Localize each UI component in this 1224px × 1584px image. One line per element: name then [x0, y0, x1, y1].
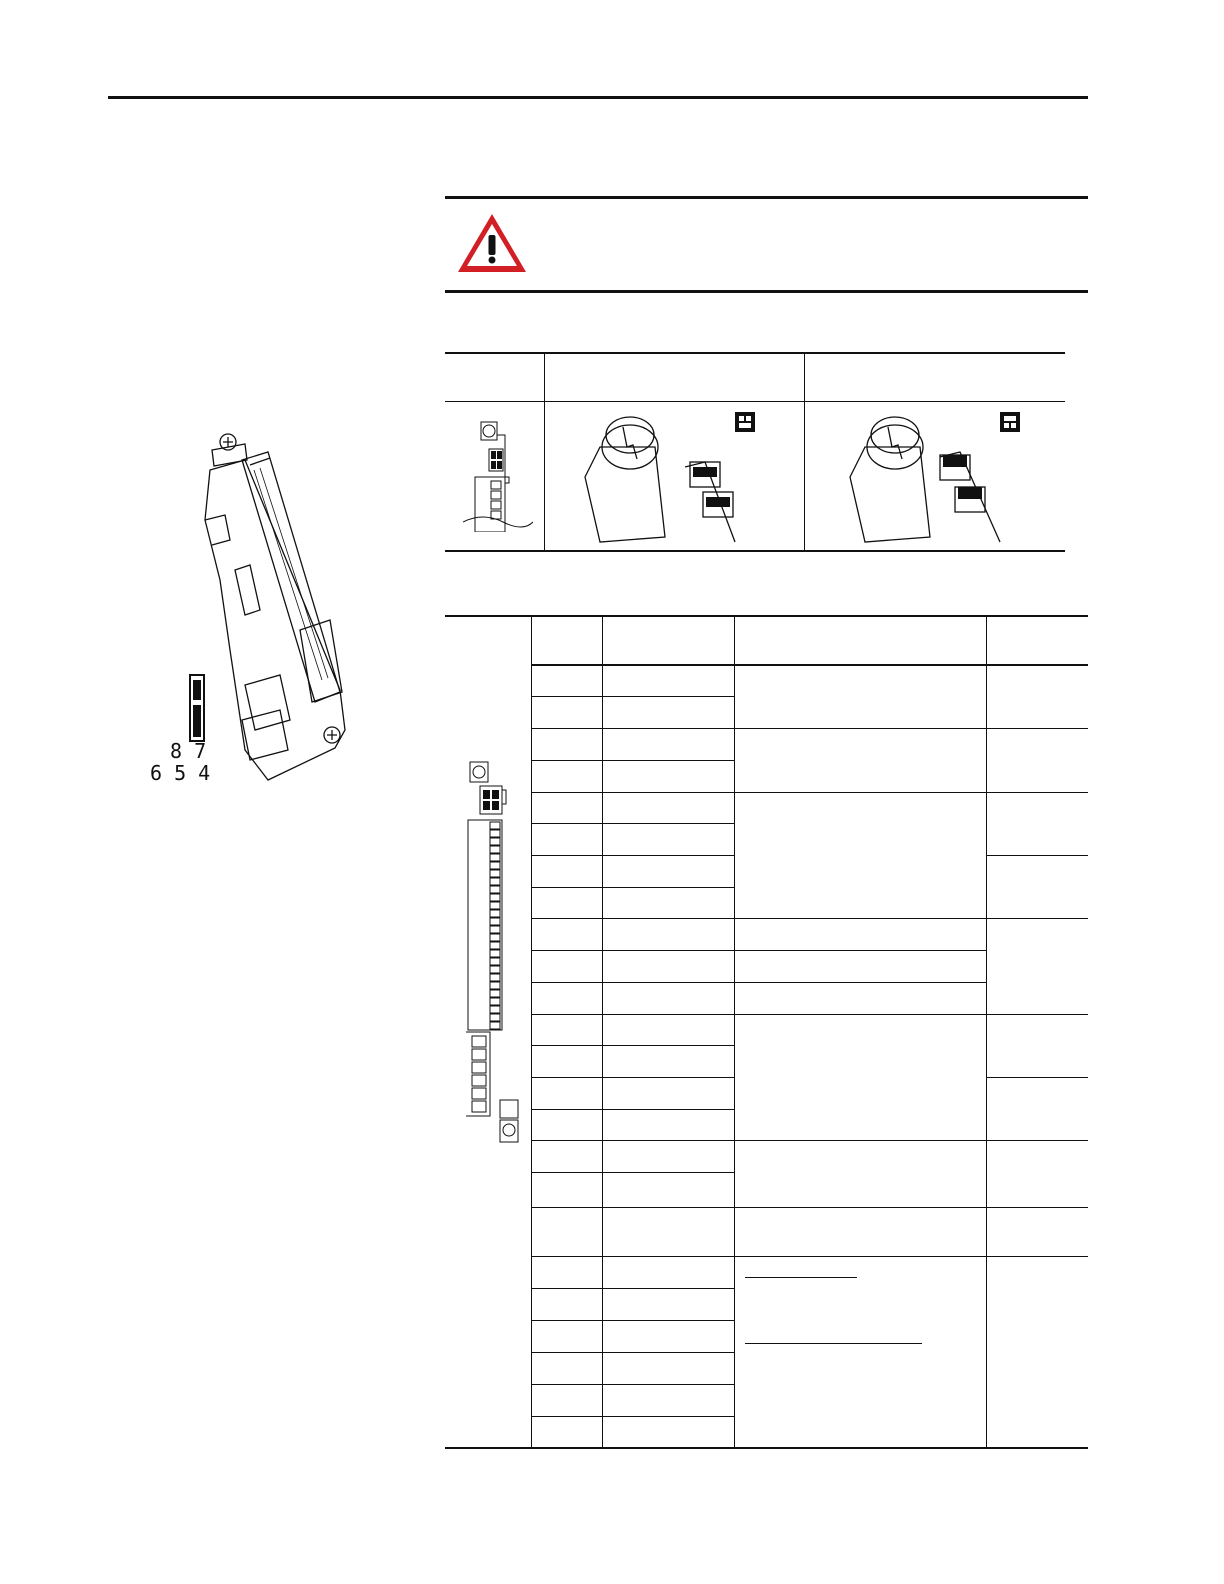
group-rule	[734, 1140, 1088, 1141]
terminal-pin	[490, 902, 500, 909]
terminal-pin	[490, 1014, 500, 1021]
terminal-pin	[490, 958, 500, 965]
group-rule	[734, 1256, 1088, 1257]
jumper-table-top-rule	[445, 352, 1065, 354]
terminal-pin	[490, 878, 500, 885]
jumper-table-col-divider	[804, 352, 805, 552]
table-row-rule	[531, 950, 735, 951]
power-terminal-pin	[472, 1088, 486, 1099]
table-row-rule	[531, 728, 735, 729]
jumper-table-bottom-rule	[445, 550, 1065, 552]
power-terminal-pin	[472, 1075, 486, 1086]
terminal-pin	[490, 918, 500, 925]
terminal-pin	[490, 854, 500, 861]
table-row-rule	[531, 1352, 735, 1353]
table-row-rule	[531, 696, 735, 697]
table-row-rule	[531, 982, 735, 983]
group-rule	[734, 982, 986, 983]
terminal-pin	[490, 942, 500, 949]
table-row-rule	[531, 1014, 735, 1015]
terminal-pin	[490, 846, 500, 853]
description-underline	[745, 1277, 857, 1278]
group-rule	[986, 1077, 1088, 1078]
table-row-rule	[531, 1416, 735, 1417]
terminal-pin	[490, 974, 500, 981]
jumper-setting-2-diagram	[840, 407, 1060, 547]
table-row-rule	[531, 1045, 735, 1046]
terminal-pin	[490, 822, 500, 829]
terminal-table-col-divider	[531, 615, 532, 1449]
control-board-illustration	[150, 430, 360, 790]
group-rule	[734, 1207, 1088, 1208]
terminal-pin	[490, 926, 500, 933]
table-row-rule	[531, 1384, 735, 1385]
terminal-pin	[490, 1006, 500, 1013]
table-row-rule	[531, 918, 735, 919]
terminal-pin	[490, 982, 500, 989]
terminal-pin	[490, 830, 500, 837]
group-rule	[734, 950, 986, 951]
jumper-table-col-divider	[544, 352, 545, 552]
table-row-rule	[531, 760, 735, 761]
jumper-table-header-rule	[445, 401, 1065, 402]
terminal-table-top-rule	[445, 615, 1088, 617]
table-row-rule	[531, 1077, 735, 1078]
warning-bottom-rule	[445, 290, 1088, 293]
jumper-setting-1-diagram	[575, 407, 795, 547]
terminal-pin	[490, 1022, 500, 1029]
table-row-rule	[531, 855, 735, 856]
terminal-pin	[490, 862, 500, 869]
warning-top-rule	[445, 196, 1088, 199]
table-row-rule	[531, 1256, 735, 1257]
terminal-table-header-rule	[531, 664, 1088, 666]
group-rule	[986, 855, 1088, 856]
board-digits-row1: 8 7	[170, 739, 207, 763]
table-row-rule	[531, 792, 735, 793]
table-row-rule	[531, 1140, 735, 1141]
table-row-rule	[531, 823, 735, 824]
table-row-rule	[531, 1109, 735, 1110]
terminal-pin	[490, 886, 500, 893]
description-underline	[745, 1343, 922, 1344]
terminal-pin	[490, 910, 500, 917]
terminal-table-bottom-rule	[445, 1447, 1088, 1449]
terminal-pin	[490, 870, 500, 877]
terminal-block-diagram	[466, 760, 526, 1150]
table-row-rule	[531, 1207, 735, 1208]
terminal-table-col-divider	[986, 615, 987, 1449]
power-terminal-pin	[472, 1062, 486, 1073]
warning-triangle-icon	[455, 210, 529, 276]
terminal-pin	[490, 838, 500, 845]
terminal-table	[445, 615, 1088, 1449]
terminal-pin	[490, 966, 500, 973]
jumper-table	[445, 352, 1065, 552]
group-rule	[734, 918, 1088, 919]
table-row-rule	[531, 1288, 735, 1289]
table-row-rule	[531, 1320, 735, 1321]
group-rule	[734, 1014, 1088, 1015]
table-row-rule	[531, 887, 735, 888]
terminal-pin	[490, 934, 500, 941]
power-terminal-pin	[472, 1101, 486, 1112]
table-row-rule	[531, 1172, 735, 1173]
terminal-table-col-divider	[734, 615, 735, 1449]
terminal-pin	[490, 894, 500, 901]
page-header-rule	[108, 96, 1088, 99]
group-rule	[734, 792, 1088, 793]
terminal-pin	[490, 950, 500, 957]
power-terminal-pin	[472, 1036, 486, 1047]
terminal-table-col-divider	[602, 615, 603, 1449]
power-terminal-pin	[472, 1049, 486, 1060]
terminal-pin	[490, 990, 500, 997]
terminal-pin	[490, 998, 500, 1005]
jumper-location-diagram	[463, 417, 533, 532]
board-digits-row2: 6 5 4	[150, 761, 211, 785]
group-rule	[734, 728, 1088, 729]
